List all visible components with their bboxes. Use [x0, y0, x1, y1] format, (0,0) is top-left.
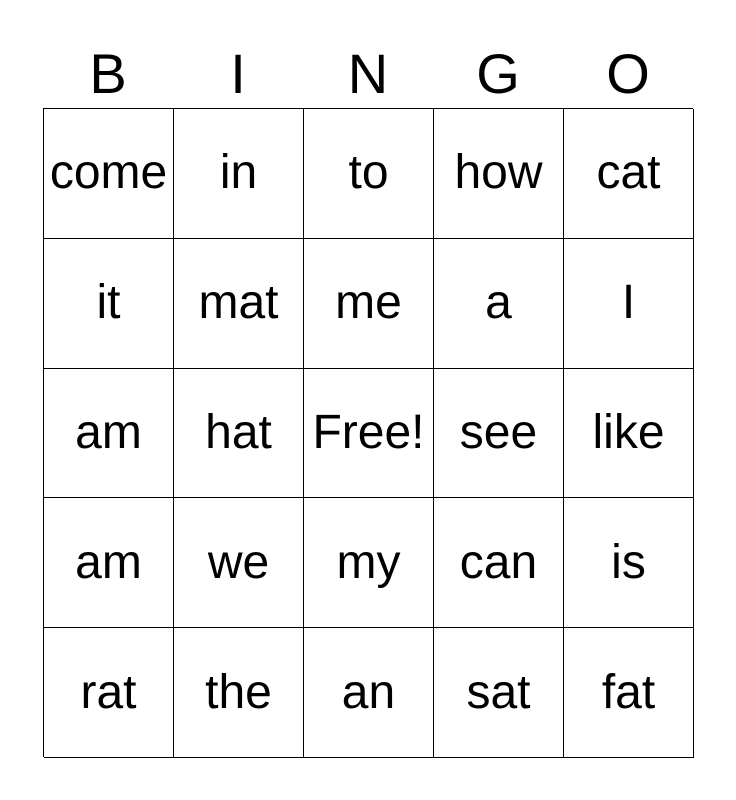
bingo-cell: rat: [44, 628, 174, 758]
bingo-cell: mat: [174, 239, 304, 369]
bingo-cell: hat: [174, 369, 304, 499]
bingo-cell: in: [174, 109, 304, 239]
bingo-cell: cat: [564, 109, 694, 239]
bingo-cell: sat: [434, 628, 564, 758]
bingo-cell: a: [434, 239, 564, 369]
header-letter-g: G: [476, 42, 520, 105]
bingo-cell: to: [304, 109, 434, 239]
bingo-cell: am: [44, 369, 174, 499]
bingo-cell: come: [44, 109, 174, 239]
bingo-cell: I: [564, 239, 694, 369]
bingo-cell: is: [564, 498, 694, 628]
bingo-card-grid: [43, 108, 693, 757]
bingo-cell: see: [434, 369, 564, 499]
bingo-cell: the: [174, 628, 304, 758]
bingo-cell: we: [174, 498, 304, 628]
header-letter-n: N: [347, 42, 389, 105]
header-letter-o: O: [606, 42, 650, 105]
header-letter-i: I: [230, 42, 246, 105]
bingo-cell: an: [304, 628, 434, 758]
bingo-cell: me: [304, 239, 434, 369]
bingo-cell: how: [434, 109, 564, 239]
bingo-cell: fat: [564, 628, 694, 758]
free-space-cell: Free!: [304, 369, 434, 499]
bingo-cell: like: [564, 369, 694, 499]
bingo-cell: can: [434, 498, 564, 628]
bingo-cell: my: [304, 498, 434, 628]
bingo-cell: it: [44, 239, 174, 369]
bingo-cell: am: [44, 498, 174, 628]
header-letter-b: B: [89, 42, 127, 105]
bingo-header: [43, 40, 693, 108]
